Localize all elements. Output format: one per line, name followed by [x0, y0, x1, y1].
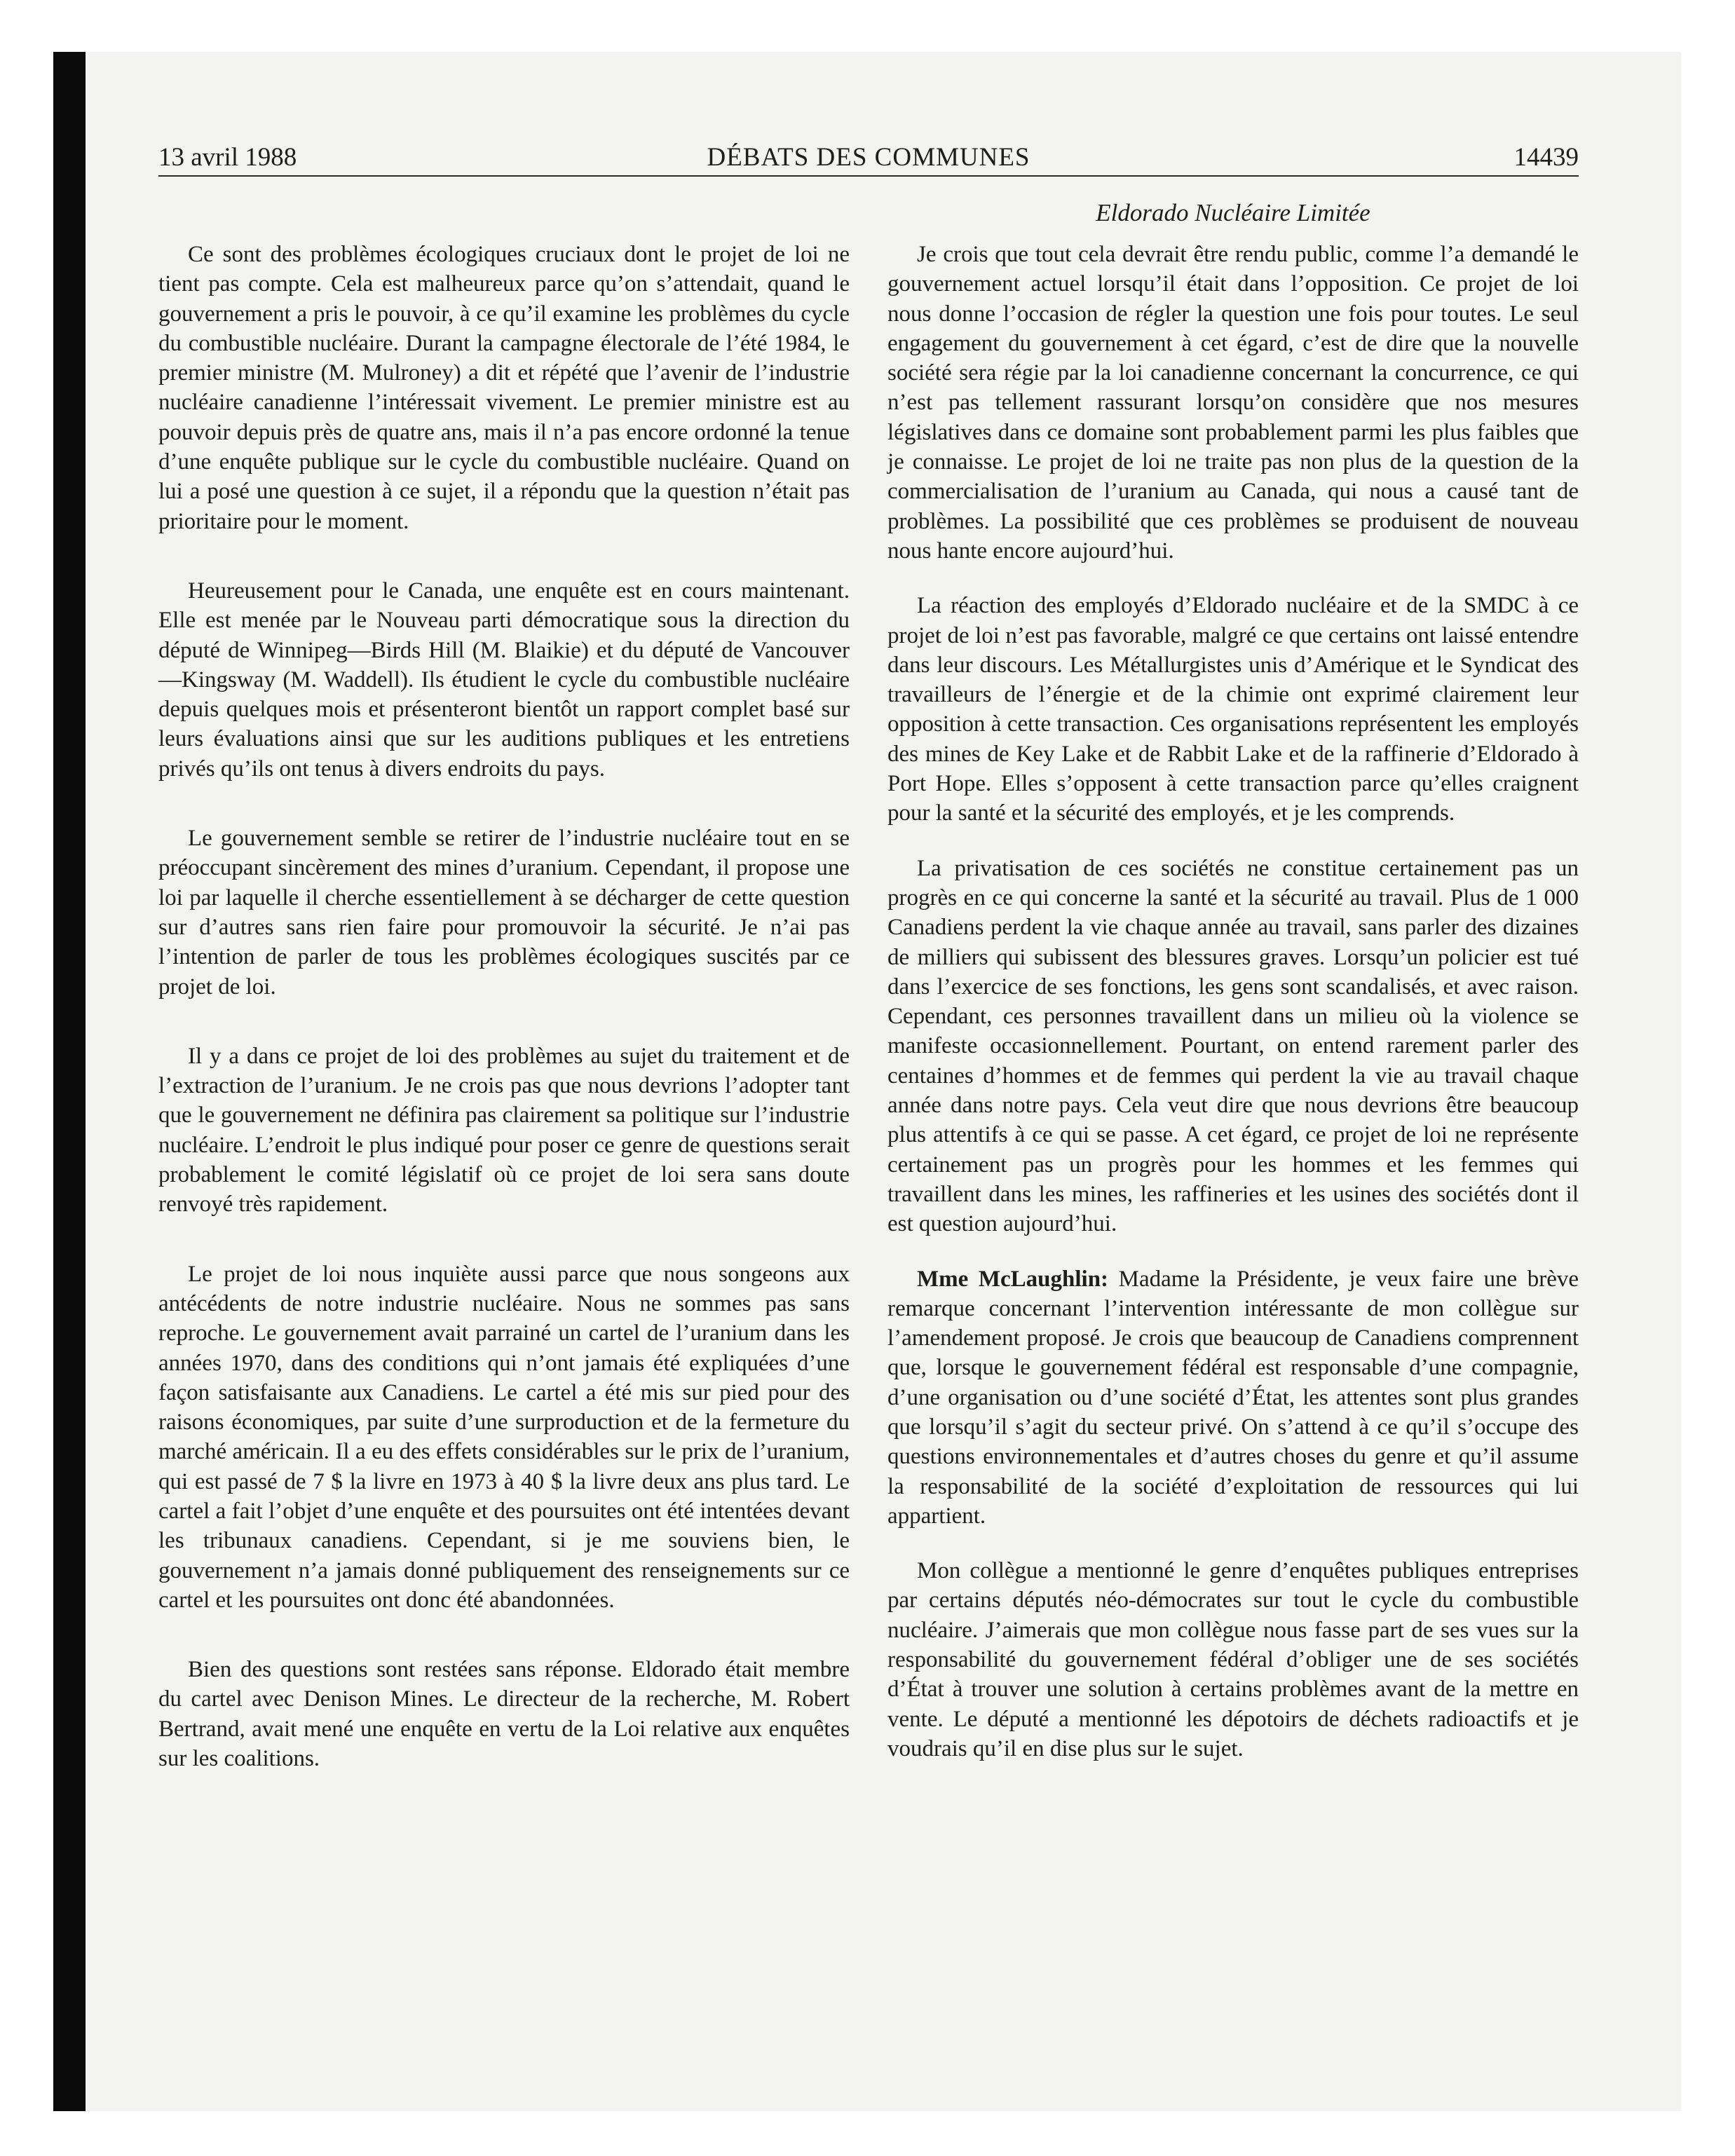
paragraph: Il y a dans ce projet de loi des problèmes au sujet du traitement et de l’extraction de l’uranium. Je ne crois pas que nous devrions l’adopter tant que le gouvernement ne définira pas clairement sa politique sur l’industrie nucléaire. L’endroit le plus indiqué pour poser ce genre de questions serait probablement le comité législatif où ce projet de loi sera sans doute renvoyé très rapidement. — [158, 1043, 850, 1217]
speaker-paragraph — [887, 1264, 1579, 1531]
paragraph: La réaction des employés d’Eldorado nucléaire et de la SMDC à ce projet de loi n’est pas favorable, malgré ce que certains ont laissé entendre dans leur discours. Les Métallurgistes unis d’Amérique et le Syndicat des travailleurs de l’énergie et de la chimie ont exprimé clairement leur opposition à cette transaction. Ces organisations représentent les employés des mines de Key Lake et de Rabbit Lake et de la raffinerie d’Eldorado à Port Hope. Elles s’opposent à cette transaction parce qu’elles craignent pour la santé et la sécurité des employés, et je les comprends. — [887, 593, 1579, 826]
left-column — [158, 240, 850, 1813]
paragraph: La privatisation de ces sociétés ne constitue certainement pas un progrès en ce qui concerne la santé et la sécurité au travail. Plus de 1 000 Canadiens perdent la vie chaque année au travail, sans parler des dizaines de milliers qui subissent des blessures graves. Lorsqu’un policier est tué dans l’exercice de ses fonctions, les gens sont scandalisés, et avec raison. Cependant, ces personnes travaillent dans un milieu où la violence se manifeste occasionnellement. Pourtant, on entend rarement parler des centaines d’hommes et de femmes qui perdent la vie au travail chaque année dans notre pays. Cela veut dire que nous devrions être beaucoup plus attentifs à ce qui se passe. A cet égard, ce projet de loi ne représente certainement pas un progrès pour les hommes et les femmes qui travaillent dans les mines, les raffineries et les usines des sociétés dont il est question aujourd’hui. — [887, 855, 1579, 1237]
paragraph: Heureusement pour le Canada, une enquête est en cours maintenant. Elle est menée par le Nouveau parti démocratique sous la direction du député de Winnipeg—Birds Hill (M. Blaikie) et du député de Vancouver—Kingsway (M. Waddell). Ils étudient le cycle du combustible nucléaire depuis quelques mois et présenteront bientôt un rapport complet basé sur leurs évaluations ainsi que sur les auditions publiques et les entretiens privés qu’ils ont tenus à divers endroits du pays. — [158, 578, 850, 782]
header-title: DÉBATS DES COMMUNES — [707, 143, 1030, 172]
paragraph: Le projet de loi nous inquiète aussi parce que nous songeons aux antécédents de notre industrie nucléaire. Nous ne sommes pas sans reproche. Le gouvernement avait parrainé un cartel de l’uranium dans les années 1970, dans des conditions qui n’ont jamais été expliquées d’une façon satisfaisante aux Canadiens. Le cartel a été mis sur pied pour des raisons économiques, par suite d’une surproduction et de la fermeture du marché américain. Il a eu des effets considérables sur le prix de l’uranium, qui est passé de 7 $ la livre en 1973 à 40 $ la livre deux ans plus tard. Le cartel a fait l’objet d’une enquête et des poursuites ont été intentées devant les tribunaux canadiens. Cependant, si je me souviens bien, le gouvernement n’a jamais donné publiquement des renseignements sur ce cartel et les poursuites ont donc été abandonnées. — [158, 1261, 850, 1613]
paragraph: Ce sont des problèmes écologiques cruciaux dont le projet de loi ne tient pas compte. Cela est malheureux parce qu’on s’attendait, quand le gouvernement a pris le pouvoir, à ce qu’il examine les problèmes du cycle du combustible nucléaire. Durant la campagne électorale de l’été 1984, le premier ministre (M. Mulroney) a dit et répété que l’avenir de l’industrie nucléaire canadienne l’intéressait vivement. Le premier ministre est au pouvoir depuis près de quatre ans, mais il n’a pas encore ordonné la tenue d’une enquête publique sur le cycle du combustible nucléaire. Quand on lui a posé une question à ce sujet, il a répondu que la question n’était pas prioritaire pour le moment. — [158, 242, 850, 534]
page-header — [158, 140, 1579, 177]
section-title: Eldorado Nucléaire Limitée — [1096, 199, 1370, 226]
speaker-name: Mme McLaughlin: — [917, 1266, 1109, 1292]
paragraph: Mon collègue a mentionné le genre d’enquêtes publiques entreprises par certains députés néo-démocrates sur tout le cycle du combustible nucléaire. J’aimerais que mon collègue nous fasse part de ses vues sur la responsabilité du gouvernement fédéral d’obliger une de ses sociétés d’État à trouver une solution à certains problèmes avant de la mettre en vente. Le député a mentionné les dépotoirs de déchets radioactifs et je voudrais qu’il en dise plus sur le sujet. — [887, 1558, 1579, 1761]
header-date: 13 avril 1988 — [158, 143, 297, 172]
paragraph: Bien des questions sont restées sans réponse. Eldorado était membre du cartel avec Denison Mines. Le directeur de la recherche, M. Robert Bertrand, avait mené une enquête en vertu de la Loi relative aux enquêtes sur les coalitions. — [158, 1657, 850, 1772]
speaker-text: Madame la Présidente, je veux faire une brève remarque concernant l’intervention intéressante de mon collègue sur l’amendement proposé. Je crois que beaucoup de Canadiens comprennent que, lorsque le gouvernement fédéral est responsable d’une compagnie, d’une organisation ou d’une société d’État, les attentes sont plus grandes que lorsqu’il s’agit du secteur privé. On s’attend à ce qu’il s’occupe des questions environnementales et d’autres choses du genre et qu’il assume la responsabilité de la société d’exploitation de ressources qui lui appartient. — [887, 1266, 1579, 1529]
header-page-number: 14439 — [1513, 143, 1579, 172]
scan-binding-edge — [53, 52, 86, 2111]
paragraph: Je crois que tout cela devrait être rendu public, comme l’a demandé le gouvernement actuel lorsqu’il était dans l’opposition. Ce projet de loi nous donne l’occasion de régler la question une fois pour toutes. Le seul engagement du gouvernement à cet égard, c’est de dire que la nouvelle société sera régie par la loi canadienne concernant la concurrence, ce qui n’est pas tellement rassurant lorsqu’on considère que nos mesures législatives dans ce domaine sont probablement parmi les plus faibles que je connaisse. Le projet de loi ne traite pas non plus de la question de la commercialisation de l’uranium au Canada, qui nous a causé tant de problèmes. La possibilité que ces problèmes se produisent de nouveau nous hante encore aujourd’hui. — [887, 242, 1579, 564]
paragraph: Le gouvernement semble se retirer de l’industrie nucléaire tout en se préoccupant sincèrement des mines d’uranium. Cependant, il propose une loi par laquelle il cherche essentiellement à se décharger de cette question sur d’autres sans rien faire pour promouvoir la sécurité. Je n’ai pas l’intention de parler de tous les problèmes écologiques suscités par ce projet de loi. — [158, 826, 850, 999]
right-column — [887, 240, 1579, 1789]
